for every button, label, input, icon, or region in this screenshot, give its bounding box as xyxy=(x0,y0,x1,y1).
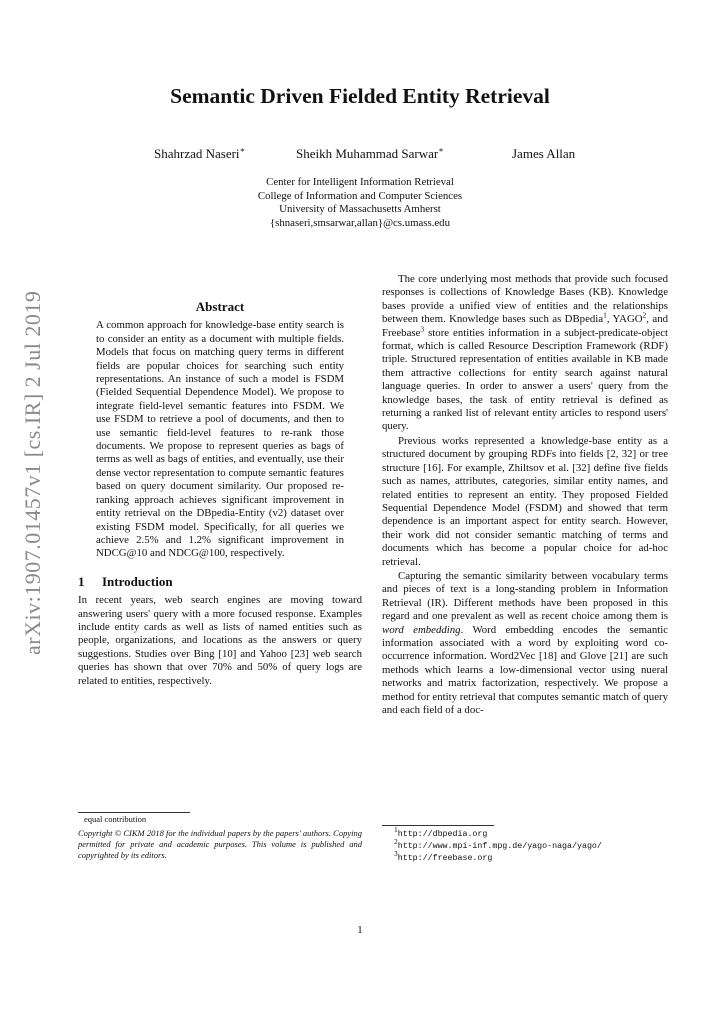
section-number: 1 xyxy=(78,573,85,589)
right-column xyxy=(382,273,668,717)
page-number: 1 xyxy=(357,924,363,936)
footnote-mark: 3 xyxy=(394,849,398,859)
footnote-link[interactable]: http://freebase.org xyxy=(397,854,493,863)
section-title: Introduction xyxy=(102,573,173,589)
author-1 xyxy=(154,146,245,162)
author-3 xyxy=(512,146,575,162)
text-run: , and Freebase xyxy=(382,313,668,339)
footnote-mark: 1 xyxy=(394,825,398,835)
text-run: , YAGO xyxy=(606,313,643,326)
footnote-link[interactable]: http://www.mpi-inf.mpg.de/yago-naga/yago/ xyxy=(397,842,602,851)
affiliation-line: University of Massachusetts Amherst xyxy=(279,203,441,215)
affiliation-line: College of Information and Computer Sciences xyxy=(257,189,463,202)
footnote-mark: 1 xyxy=(603,310,607,320)
body-paragraph: Previous works represented a knowledge-base entity as a structured document by grouping RDFs into fields [2, 32] or tree structure [16]. For example, Zhiltsov et al. [32] define five fields such as names, attributes, categories, similar entity names, and related entities to represent an entity. They proposed Fielded Sequential Dependence Model (FSDM) and showed that term dependence is an important aspect for entity search. However, their work did not consider semantic matching of terms and documents which has become a popular choice for ad-hoc retrieval. xyxy=(382,434,668,568)
affiliation-email: {shnaseri,smsarwar,allan}@cs.umass.edu xyxy=(270,216,450,229)
text-run: . Word embedding encodes the semantic information associated with a word by exploiting word co-occurrence information. Word2Vec [18] and Glove [21] are such methods which learns a low-dimensional vector using nueral networks and matrix factorization, respectively. We propose a method for entity retrieval that computes semantic match of query and each field of a doc- xyxy=(382,623,669,716)
footnote-rule-right xyxy=(382,825,494,826)
author-2-name: Sheikh Muhammad Sarwar xyxy=(296,146,439,161)
url-footnote xyxy=(394,849,674,864)
abstract-heading: Abstract xyxy=(195,299,245,314)
url-footnote xyxy=(394,825,674,840)
abstract-text: A common approach for knowledge-base entity search is to consider an entity as a document with multiple fields. Models that focus on matching query terms in different fields are popular choices for searching such entity representations. An instance of such a model is FSDM (Fielded Sequential Dependence Model). We propose to integrate field-level semantic features into FSDM. We use FSDM to retrieve a pool of documents, and then to use semantic field-level features to re-rank those documents. We propose to represent queries as bags of terms as well as bags of entities, and eventually, use their dense vector representation to compute semantic features based on query document similarity. Our proposed re-ranking approach achieves significant improvement in entity retrieval on the DBpedia-Entity (v2) dataset over existing FSDM model. Specifically, for all queries we achieve 2.5% and 1.2% significant improvement in NDCG@10 and NDCG@100, respectively. xyxy=(96,319,344,560)
body-paragraph xyxy=(382,570,668,717)
footnote-rule-left xyxy=(78,812,190,813)
url-footnote xyxy=(394,837,674,852)
footnote-copyright: Copyright © CIKM 2018 for the individual papers by the papers' authors. Copying permitted for private and academic purposes. This volume is published and copyrighted by its editors. xyxy=(78,828,362,860)
author-1-name: Shahrzad Naseri xyxy=(154,146,240,161)
footnote-mark: 2 xyxy=(394,837,398,847)
text-run: The core underlying most methods that provide such focused responses is collections of Knowledge Bases (KB). Knowledge bases provide a unified view of entities and the relationships between them. Knowledge bases such as DBpedia xyxy=(382,273,668,326)
author-2-mark: ∗ xyxy=(438,145,444,155)
author-1-mark: ∗ xyxy=(239,145,245,155)
author-list xyxy=(150,146,600,164)
emphasized-term: word embedding xyxy=(382,623,461,636)
text-run: Capturing the semantic similarity between vocabulary terms and pieces of text is a long-standing problem in Information Retrieval (IR). Different methods have been proposed in this regard and one prevalent as well as recent choice among them is xyxy=(382,569,668,623)
introduction-paragraph: In recent years, web search engines are moving toward answering users' query with a more focused response. Examples include entity cards as well as lists of named entities such as people, organizations, and locations as the answers or query suggestions. Studies over Bing [10] and Yahoo [23] web search queries has shown that over 70% and 50% of query logs are related to entities, respectively. xyxy=(78,594,362,687)
footnote-equal-contribution: equal contribution xyxy=(84,814,147,824)
affiliation-block xyxy=(0,176,720,230)
section-heading-introduction xyxy=(78,575,362,588)
text-run: store entities information in a subject-predicate-object format, which is called Resource Description Framework (RDF) triple. Structured representation of entities available in KB made them attractive collections for entity search against natural language queries. In order to answer a users' query from the knowledge bases, the task of entity retrieval is defined as returning a ranked list of relevant entity articles to respond users' query. xyxy=(382,326,668,433)
affiliation-line: Center for Intelligent Information Retrieval xyxy=(266,176,454,188)
author-2 xyxy=(296,146,444,162)
footnote-mark: 2 xyxy=(642,310,647,320)
left-column xyxy=(78,300,362,688)
body-paragraph xyxy=(382,273,668,434)
paper-title: Semantic Driven Fielded Entity Retrieval xyxy=(170,84,550,108)
footnote-mark: 3 xyxy=(420,324,425,334)
footnote-link[interactable]: http://dbpedia.org xyxy=(397,830,488,839)
author-3-name: James Allan xyxy=(512,146,576,161)
url-footnotes xyxy=(394,825,674,864)
arxiv-stamp: arXiv:1907.01457v1 [cs.IR] 2 Jul 2019 xyxy=(20,290,45,655)
